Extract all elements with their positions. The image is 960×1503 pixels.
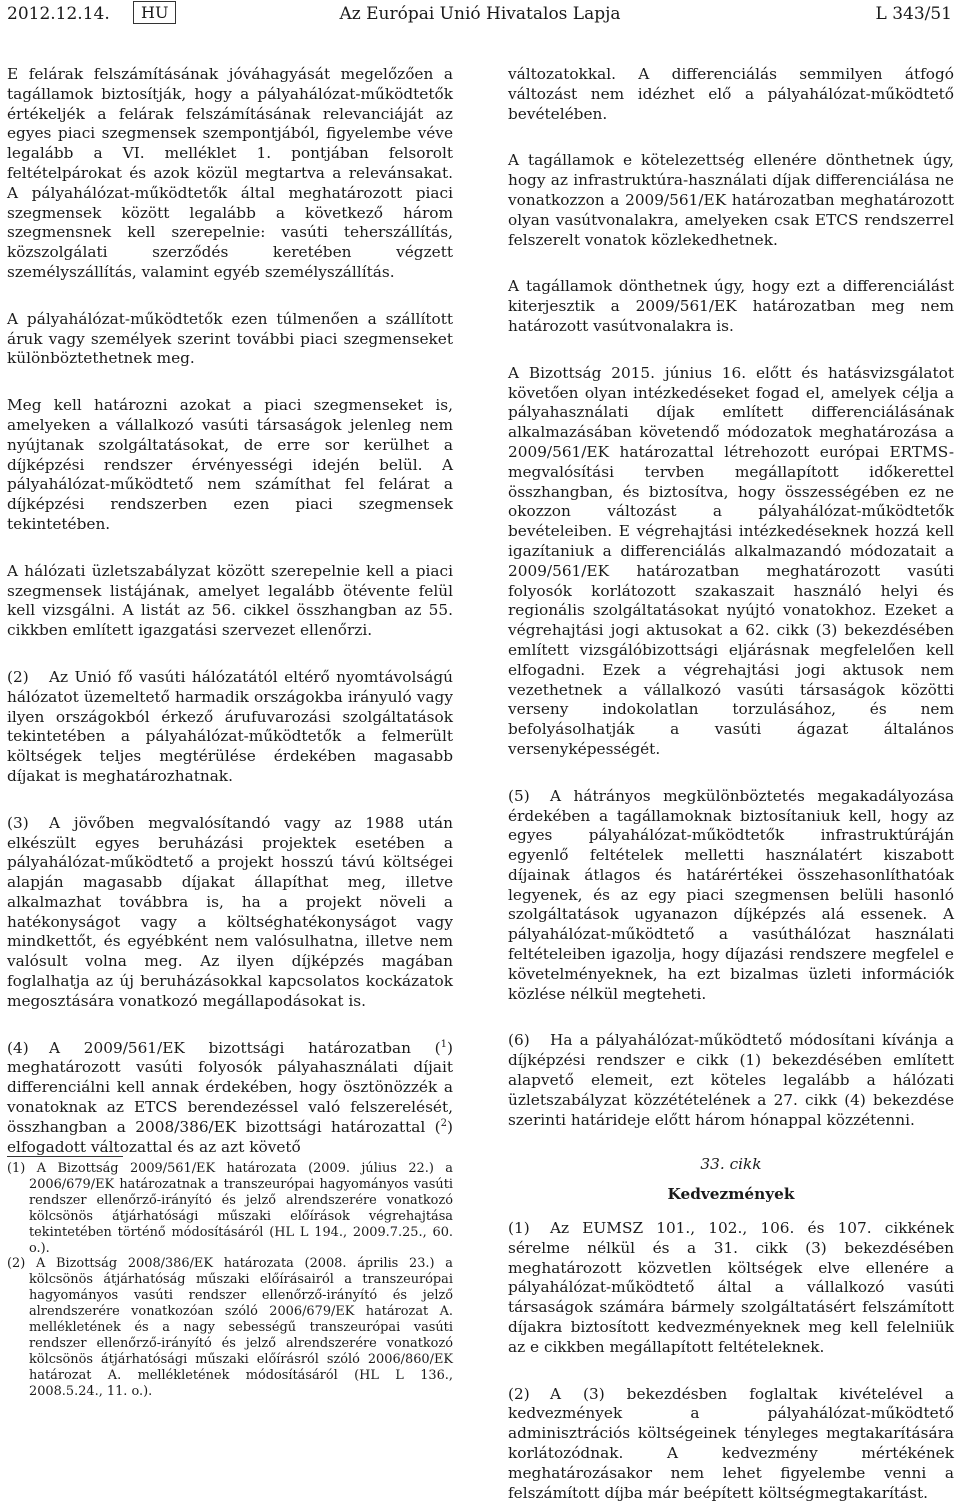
paragraph: E felárak felszámításának jóváhagyását megelőzően a tagállamok biztosítják, hogy a pályahálózat-működtetők értékeljék a felárak felszámításának relevanciáját az egyes piaci szegmensek szempontjából, figyelembe véve legalább a VI. melléklet 1. pontjában felsorolt feltételpárokat és azok közül megtartva a relevánsakat. A pályahálózat-működtetők által meghatározott piaci szegmensek között legalább a következő három szegmensnek kell szerepelnie: vasúti teherszállítás, közszolgálati szerződés keretében végzett személyszállítás, valamint egyéb személyszállítás.: [7, 65, 453, 281]
footnote-divider: [7, 1156, 123, 1157]
paragraph-number: (4): [7, 1038, 29, 1057]
right-column: [508, 65, 954, 1503]
page-number: L 343/51: [875, 4, 952, 24]
article-number: 33. cikk: [700, 1155, 762, 1174]
paragraph-number: (3): [7, 813, 29, 832]
footnote-text: A Bizottság 2008/386/EK határozata (2008. április 23.) a kölcsönös átjárhatóság műszaki előírásairól a transzeurópai hagyományos vasúti rendszer ellenőrző-irányító és jelző alrendszerére vonatkozóan szóló 2006/679/EK határozat A. mellékletének és a nagy sebességű transzeurópai vasúti rendszer ellenőrző-irányító és jelző alrendszerére vonatkozó kölcsönös átjárhatósági műszaki előírásról szóló 2006/860/EK határozat A. mellékletének módosításáról (HL L 136., 2008.5.24., 11. o.).: [29, 1256, 453, 1399]
paragraph-text: ) meghatározott vasúti folyosók pályahasználati díjait differenciálni kell annak érdekében, hogy ösztönözzék a vonatoknak az ETCS berendezéssel való felszerelését, összhangban a 2008/386/EK bizottsági határozattal (: [7, 1038, 453, 1136]
numbered-paragraph: [508, 1031, 954, 1130]
paragraph-number: (2): [508, 1384, 530, 1403]
paragraph: A pályahálózat-működtetők ezen túlmenően a szállított áruk vagy személyek szerint további piaci szegmenseket különböztethetnek meg.: [7, 309, 453, 368]
paragraph-number: (5): [508, 786, 530, 805]
paragraph: A tagállamok dönthetnek úgy, hogy ezt a differenciálást kiterjesztik a 2009/561/EK határozatban meg nem határozott vasútvonalakra is.: [508, 277, 954, 335]
paragraph-text: Az Unió fő vasúti hálózatától eltérő nyomtávolságú hálózatot üzemeltető harmadik országokba irányuló vagy ilyen országokból érkező árufuvarozási szolgáltatások tekintetében a pályahálózat-működtetők a felmerült költségek teljes megtérülése érdekében magasabb díjakat is meghatározhatnak.: [7, 667, 453, 785]
issue-date: 2012.12.14.: [7, 4, 110, 24]
paragraph: változatokkal. A differenciálás semmilyen átfogó változást nem idézhet elő a pályahálózat-működtető bevételében.: [508, 65, 954, 123]
footnote-mark: (2): [7, 1256, 26, 1272]
paragraph-number: (6): [508, 1031, 530, 1050]
page-header: [0, 0, 960, 30]
journal-title: Az Európai Unió Hivatalos Lapja: [339, 4, 621, 24]
paragraph: A hálózati üzletszabályzat között szerepelnie kell a piaci szegmensek listájának, amelyet legalább ötévente felül kell vizsgálni. A listát az 56. cikkel összhangban az 55. cikkben említett igazgatási szervezet ellenőrzi.: [7, 561, 453, 640]
footnote: [7, 1161, 453, 1256]
numbered-paragraph: [508, 787, 954, 1005]
footnote-mark: (1): [7, 1161, 26, 1176]
paragraph-text: A 2009/561/EK bizottsági határozatban (: [49, 1038, 441, 1057]
paragraph-text: A hátrányos megkülönböztetés megakadályozása érdekében a tagállamoknak biztosítaniuk kell, hogy az egyes pályahálózat-működtetők infrastruktúráján egyenlő feltételek melletti használatért kiszabott díjainak átlagos és határértékei összehasonlíthatóak legyenek, és az egy piaci szegmensen belüli hasonló szolgáltatások ugyanazon díjképzés alá essenek. A pályahálózat-működtető a vasúthálózat használati feltételeiben igazolja, hogy díjazási rendszere megfelel e követelményeknek, ha ezt bizalmas üzleti információk közlése nélkül megteheti.: [508, 786, 954, 1003]
paragraph: Meg kell határozni azokat a piaci szegmenseket is, amelyeken a vállalkozó vasúti társaságok jelenleg nem nyújtanak szolgáltatásokat, de erre sor kerülhet a díjképzési rendszer érvényességi idején belül. A pályahálózat-működtető nem számíthat fel felárat a díjképzési rendszerben ezen piaci szegmensek tekintetében.: [7, 396, 453, 533]
numbered-paragraph: [7, 668, 453, 787]
footnote-text: A Bizottság 2009/561/EK határozata (2009. július 22.) a 2006/679/EK határozatnak a transzeurópai hagyományos vasúti rendszer ellenőrző-irányító és jelző alrendszerére vonatkozó kölcsönös átjárhatósági műszaki előírások végrehajtása tekintetében történő módosításáról (HL L 194., 2009.7.25., 60. o.).: [29, 1161, 453, 1256]
language-badge: HU: [133, 1, 176, 24]
footnote: [7, 1256, 453, 1399]
numbered-paragraph: [508, 1385, 954, 1503]
paragraph-text: Az EUMSZ 101., 102., 106. és 107. cikkének sérelme nélkül és a 31. cikk (3) bekezdésében meghatározott közvetlen költségek elve ellenére a pályahálózat-működtető által a vállalkozó vasúti társaságok számára bármely szolgáltatásért felszámított díjakra biztosított kedvezményeknek meg kell felelniük az e cikkben megállapított feltételeknek.: [508, 1219, 954, 1356]
paragraph-text: ) elfogadott változattal és az azt követő: [7, 1117, 453, 1156]
paragraph-number: (2): [7, 667, 29, 686]
paragraph: A tagállamok e kötelezettség ellenére dönthetnek úgy, hogy az infrastruktúra-használati díjak differenciálása ne vonatkozzon a 2009/561/EK határozatban meghatározott olyan vasútvonalakra, amelyeken csak ETCS rendszerrel felszerelt vonatok közlekedhetnek.: [508, 151, 954, 249]
footnote-ref[interactable]: 1: [440, 1038, 448, 1050]
footnotes: [7, 1161, 453, 1400]
numbered-paragraph: [508, 1219, 954, 1358]
article-title: Kedvezmények: [667, 1185, 795, 1204]
paragraph: A Bizottság 2015. június 16. előtt és hatásvizsgálatot követően olyan intézkedéseket fogad el, amelyek célja a pályahasználati díjak említett differenciálásának alkalmazásában követendő módozatok meghatározása a 2009/561/EK határozattal létrehozott európai ERTMS-megvalósítási tervben megállapított időkerettel összhangban, és biztosítva, hogy összességében ez ne okozzon változást a pályahálózat-működtetők bevételeiben. E végrehajtási intézkedéseknek hozzá kell igazítaniuk a differenciálás alkalmazandó módozatait a 2009/561/EK határozatban meghatározott vasúti folyosók korlátozott szakaszait használó helyi és regionális szolgáltatásokat nyújtó vonatokhoz. Ezeket a végrehajtási jogi aktusokat a 62. cikk (3) bekezdésében említett vizsgálóbizottsági eljárásnak megfelelően kell elfogadni. Ezek a végrehajtási jogi aktusok nem vezethetnek a vállalkozó vasúti társaságok közötti verseny indokolatlan torzulásához, és nem befolyásolhatják a vasúti ágazat általános versenyképességét.: [508, 363, 954, 758]
footnote-ref[interactable]: 2: [440, 1117, 448, 1129]
paragraph-number: (1): [508, 1219, 530, 1238]
paragraph-text: Ha a pályahálózat-működtető módosítani kívánja a díjképzési rendszer e cikk (1) bekezdésében említett alapvető elemeit, ezt köteles legalább a hálózati üzletszabályzat közzétételének a 27. cikk (4) bekezdése szerinti határideje előtt három hónappal közzétenni.: [508, 1031, 954, 1129]
paragraph-text: A jövőben megvalósítandó vagy az 1988 után elkészült egyes beruházási projektek esetében a pályahálózat-működtető a projekt hosszú távú költségei alapján magasabb díjakat állapíthat meg, illetve alkalmazhat továbbra is, ha a projekt növeli a hatékonyságot vagy a költséghatékonyságot vagy mindkettőt, és egyébként nem valósulhatna, illetve nem valósult volna meg. Az ilyen díjképzés magában foglalhatja az új beruházásokkal kapcsolatos kockázatok megosztására vonatkozó megállapodásokat is.: [7, 813, 453, 1010]
numbered-paragraph: [7, 1039, 453, 1158]
left-column: [7, 65, 453, 1157]
paragraph-text: A (3) bekezdésben foglaltak kivételével a kedvezmények a pályahálózat-működtető adminisztrációs költségeinek tényleges megtakarítására korlátozódnak. A kedvezmény mértékének meghatározásakor nem lehet figyelembe venni a felszámított díjba már beépített költségmegtakarítást.: [508, 1384, 954, 1502]
numbered-paragraph: [7, 814, 453, 1012]
